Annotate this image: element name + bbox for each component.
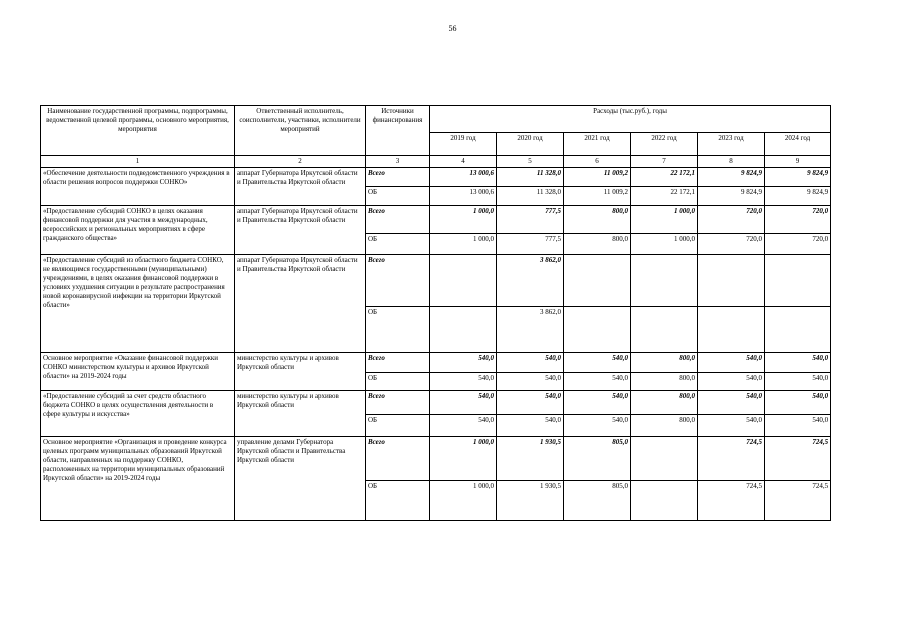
value-ob-3: 22 172,1 [631, 187, 698, 206]
value-total-4: 724,5 [698, 437, 765, 481]
value-total-4: 540,0 [698, 391, 765, 415]
col-number: 9 [765, 156, 831, 168]
header-executor: Ответственный исполнитель, соисполнители, участники, исполнители мероприятий [235, 106, 366, 156]
value-ob-4: 9 824,9 [698, 187, 765, 206]
header-year-2021: 2021 год [564, 133, 631, 156]
header-year-2022: 2022 год [631, 133, 698, 156]
value-total-5: 540,0 [765, 391, 831, 415]
value-total-2: 540,0 [564, 391, 631, 415]
header-sources: Источники финансирования [366, 106, 430, 156]
value-ob-3: 1 000,0 [631, 234, 698, 255]
value-ob-4: 540,0 [698, 415, 765, 437]
value-total-1: 3 862,0 [497, 255, 564, 307]
row-executor: министерство культуры и архивов Иркутской области [235, 391, 366, 437]
header-year-2020: 2020 год [497, 133, 564, 156]
value-total-1: 540,0 [497, 353, 564, 373]
value-ob-0: 540,0 [430, 373, 497, 391]
row-name: «Предоставление субсидий СОНКО в целях оказания финансовой поддержки для участия в международных, всероссийских и региональных мероприятиях в сфере гражданского общества» [41, 206, 235, 255]
table-row [41, 437, 831, 481]
value-total-4: 720,0 [698, 206, 765, 234]
value-total-2 [564, 255, 631, 307]
value-total-0 [430, 255, 497, 307]
col-number: 4 [430, 156, 497, 168]
value-ob-5: 540,0 [765, 373, 831, 391]
value-ob-5: 724,5 [765, 481, 831, 521]
value-ob-4: 720,0 [698, 234, 765, 255]
value-total-1: 777,5 [497, 206, 564, 234]
row-executor: аппарат Губернатора Иркутской области и Правительства Иркутской области [235, 206, 366, 255]
value-total-0: 540,0 [430, 353, 497, 373]
value-total-4: 9 824,9 [698, 168, 765, 187]
row-name: «Предоставление субсидий из областного бюджета СОНКО, не являющимся государственными (муниципальными) учреждениями, в целях оказания финансовой поддержки в условиях ухудшения ситуации в результате распространения новой коронавирусной инфекции на территории Иркутской области» [41, 255, 235, 353]
value-ob-0 [430, 307, 497, 353]
value-ob-1: 1 930,5 [497, 481, 564, 521]
value-ob-0: 13 000,6 [430, 187, 497, 206]
value-ob-1: 777,5 [497, 234, 564, 255]
col-number: 8 [698, 156, 765, 168]
table-row [41, 353, 831, 373]
table-row [41, 168, 831, 187]
value-total-5: 720,0 [765, 206, 831, 234]
value-total-2: 805,0 [564, 437, 631, 481]
value-total-3 [631, 255, 698, 307]
value-total-1: 540,0 [497, 391, 564, 415]
value-total-3: 800,0 [631, 391, 698, 415]
value-ob-3 [631, 481, 698, 521]
value-total-0: 1 000,0 [430, 206, 497, 234]
value-ob-1: 540,0 [497, 373, 564, 391]
header-year-2024: 2024 год [765, 133, 831, 156]
header-expenses: Расходы (тыс.руб.), годы [430, 106, 831, 133]
value-total-5: 540,0 [765, 353, 831, 373]
value-ob-0: 540,0 [430, 415, 497, 437]
col-number: 7 [631, 156, 698, 168]
value-ob-5: 9 824,9 [765, 187, 831, 206]
col-number: 5 [497, 156, 564, 168]
table-row [41, 391, 831, 415]
value-total-0: 13 000,6 [430, 168, 497, 187]
col-number: 3 [366, 156, 430, 168]
row-executor: министерство культуры и архивов Иркутской области [235, 353, 366, 391]
value-ob-2: 800,0 [564, 234, 631, 255]
source-total-label: Всего [366, 168, 430, 187]
row-name: «Обеспечение деятельности подведомственного учреждения в области решения вопросов поддержки СОНКО» [41, 168, 235, 206]
source-total-label: Всего [366, 391, 430, 415]
value-ob-5: 540,0 [765, 415, 831, 437]
row-executor: управление делами Губернатора Иркутской области и Правительства Иркутской области [235, 437, 366, 521]
value-ob-2: 540,0 [564, 415, 631, 437]
value-ob-2: 11 009,2 [564, 187, 631, 206]
value-total-1: 1 930,5 [497, 437, 564, 481]
row-executor: аппарат Губернатора Иркутской области и Правительства Иркутской области [235, 255, 366, 353]
col-number: 6 [564, 156, 631, 168]
value-total-3: 1 000,0 [631, 206, 698, 234]
value-total-2: 11 009,2 [564, 168, 631, 187]
value-ob-0: 1 000,0 [430, 481, 497, 521]
value-total-5 [765, 255, 831, 307]
value-ob-2: 805,0 [564, 481, 631, 521]
value-total-4 [698, 255, 765, 307]
source-ob-label: ОБ [366, 307, 430, 353]
budget-table [40, 105, 831, 521]
value-ob-1: 3 862,0 [497, 307, 564, 353]
value-total-0: 1 000,0 [430, 437, 497, 481]
source-ob-label: ОБ [366, 187, 430, 206]
value-ob-1: 11 328,0 [497, 187, 564, 206]
row-name: «Предоставление субсидий за счет средств областного бюджета СОНКО в целях осуществления деятельности в сфере культуры и искусства» [41, 391, 235, 437]
table-row [41, 255, 831, 307]
source-total-label: Всего [366, 255, 430, 307]
value-total-1: 11 328,0 [497, 168, 564, 187]
value-total-2: 800,0 [564, 206, 631, 234]
value-ob-5 [765, 307, 831, 353]
value-total-3 [631, 437, 698, 481]
header-name: Наименование государственной программы, подпрограммы, ведомственной целевой программы, основного мероприятия, мероприятия [41, 106, 235, 156]
value-ob-3 [631, 307, 698, 353]
row-name: Основное мероприятие «Организация и проведение конкурса целевых программ муниципальных образований Иркутской области, направленных на поддержку СОНКО, расположенных на территории муниципальных образований Иркутской области» на 2019-2024 годы [41, 437, 235, 521]
value-total-5: 9 824,9 [765, 168, 831, 187]
value-ob-2 [564, 307, 631, 353]
source-ob-label: ОБ [366, 481, 430, 521]
header-year-2019: 2019 год [430, 133, 497, 156]
value-total-0: 540,0 [430, 391, 497, 415]
source-total-label: Всего [366, 206, 430, 234]
source-ob-label: ОБ [366, 234, 430, 255]
value-ob-5: 720,0 [765, 234, 831, 255]
row-executor: аппарат Губернатора Иркутской области и Правительства Иркутской области [235, 168, 366, 206]
value-ob-3: 800,0 [631, 373, 698, 391]
value-total-3: 22 172,1 [631, 168, 698, 187]
source-ob-label: ОБ [366, 415, 430, 437]
col-number: 2 [235, 156, 366, 168]
value-ob-1: 540,0 [497, 415, 564, 437]
page-number: 56 [448, 24, 457, 33]
row-name: Основное мероприятие «Оказание финансовой поддержки СОНКО министерством культуры и архивов Иркутской области» на 2019-2024 годы [41, 353, 235, 391]
source-ob-label: ОБ [366, 373, 430, 391]
value-total-4: 540,0 [698, 353, 765, 373]
value-ob-4: 724,5 [698, 481, 765, 521]
table-body [41, 168, 831, 521]
col-number: 1 [41, 156, 235, 168]
value-total-2: 540,0 [564, 353, 631, 373]
value-ob-3: 800,0 [631, 415, 698, 437]
value-total-3: 800,0 [631, 353, 698, 373]
value-ob-2: 540,0 [564, 373, 631, 391]
source-total-label: Всего [366, 353, 430, 373]
value-total-5: 724,5 [765, 437, 831, 481]
source-total-label: Всего [366, 437, 430, 481]
value-ob-0: 1 000,0 [430, 234, 497, 255]
value-ob-4 [698, 307, 765, 353]
value-ob-4: 540,0 [698, 373, 765, 391]
header-year-2023: 2023 год [698, 133, 765, 156]
table-row [41, 206, 831, 234]
